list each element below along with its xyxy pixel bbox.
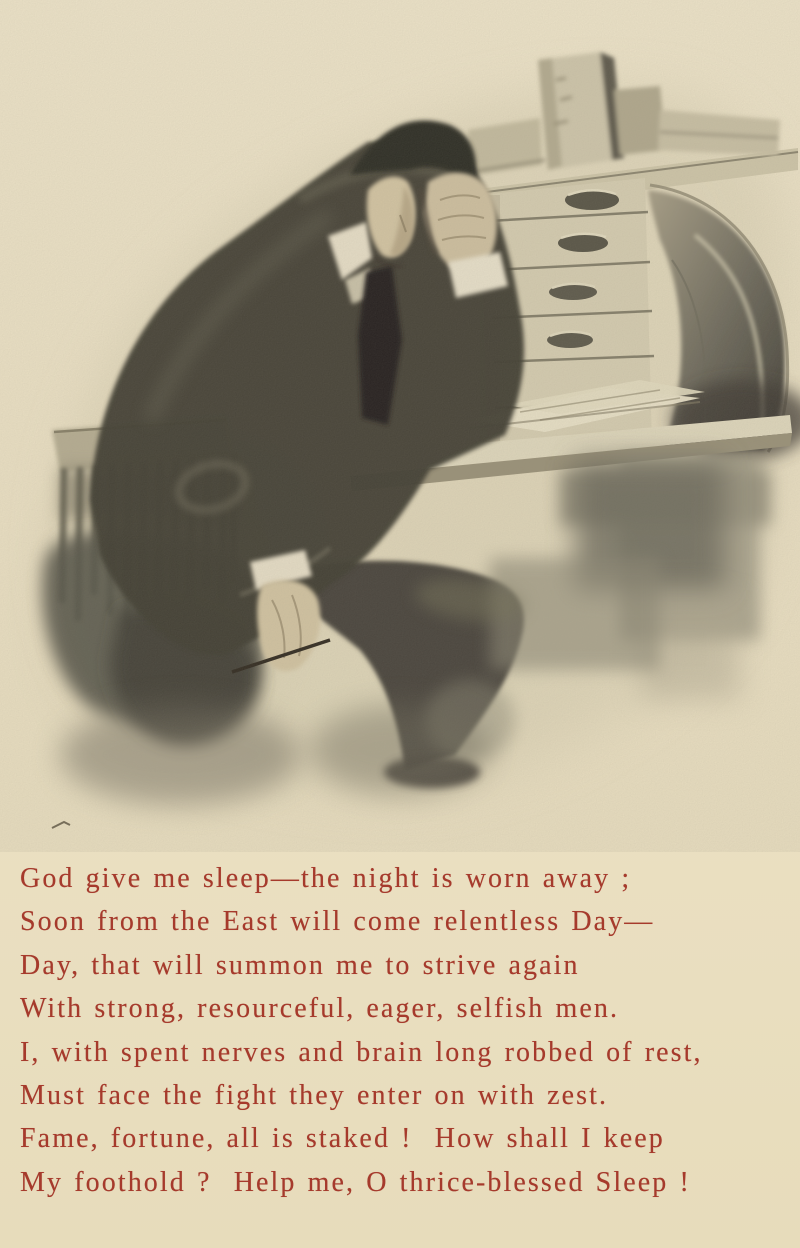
poem-line-5: I, with spent nerves and brain long robbed of rest, [20, 1036, 703, 1068]
poem-line-2: Soon from the East will come relentless Day— [20, 906, 655, 938]
poem-line-3: Day, that will summon me to strive again [20, 949, 580, 981]
poem [20, 857, 792, 1204]
poem-line-4: With strong, resourceful, eager, selfish men. [20, 993, 620, 1025]
poem-line-7: Fame, fortune, all is staked ! How shall I keep [20, 1123, 665, 1155]
poem-line-1: God give me sleep—the night is worn away ; [20, 863, 632, 894]
poem-line-6: Must face the fight they enter on with zest. [20, 1080, 609, 1112]
poem-line-8: My foothold ? Help me, O thrice-blessed Sleep ! [20, 1166, 691, 1198]
